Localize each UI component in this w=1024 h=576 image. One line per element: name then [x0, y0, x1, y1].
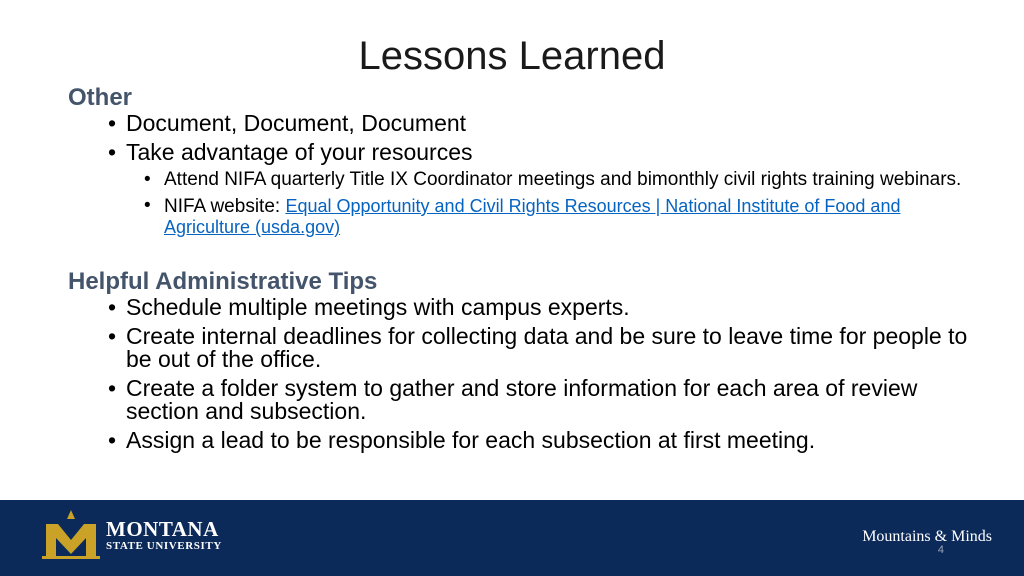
nifa-website-label: NIFA website: — [164, 196, 286, 217]
msu-wordmark — [106, 519, 222, 553]
wordmark-state-university: STATE UNIVERSITY — [106, 540, 222, 552]
bullet-tip-lead: • Assign a lead to be responsible for each subsection at first meeting. — [68, 429, 968, 452]
section-heading-tips: Helpful Administrative Tips — [68, 268, 378, 295]
bullet-document: • Document, Document, Document — [68, 112, 968, 135]
bullet-resources: • Take advantage of your resources — [68, 141, 968, 164]
slide-title: Lessons Learned — [358, 34, 666, 78]
wordmark-montana: MONTANA — [106, 517, 219, 541]
sub-bullet-nifa-website — [68, 196, 968, 238]
slide-content — [68, 84, 968, 458]
sub-bullet-nifa-meetings: • Attend NIFA quarterly Title IX Coordinator meetings and bimonthly civil rights training webinars. — [68, 170, 968, 190]
bullet-tip-deadlines: • Create internal deadlines for collecting data and be sure to leave time for people to be out of the office. — [68, 325, 968, 371]
footer-tagline: Mountains & Minds — [862, 528, 992, 545]
bullet-tip-folders: • Create a folder system to gather and store information for each area of review section and subsection. — [68, 377, 968, 423]
page-number: 4 — [937, 544, 944, 556]
section-heading-other: Other — [68, 84, 133, 111]
footer-bar — [0, 500, 1024, 576]
msu-logo-icon — [42, 510, 100, 560]
bullet-tip-meetings: • Schedule multiple meetings with campus experts. — [68, 296, 968, 319]
nifa-resources-link[interactable]: Equal Opportunity and Civil Rights Resources | National Institute of Food and Agriculture (usda.gov) — [164, 196, 901, 237]
